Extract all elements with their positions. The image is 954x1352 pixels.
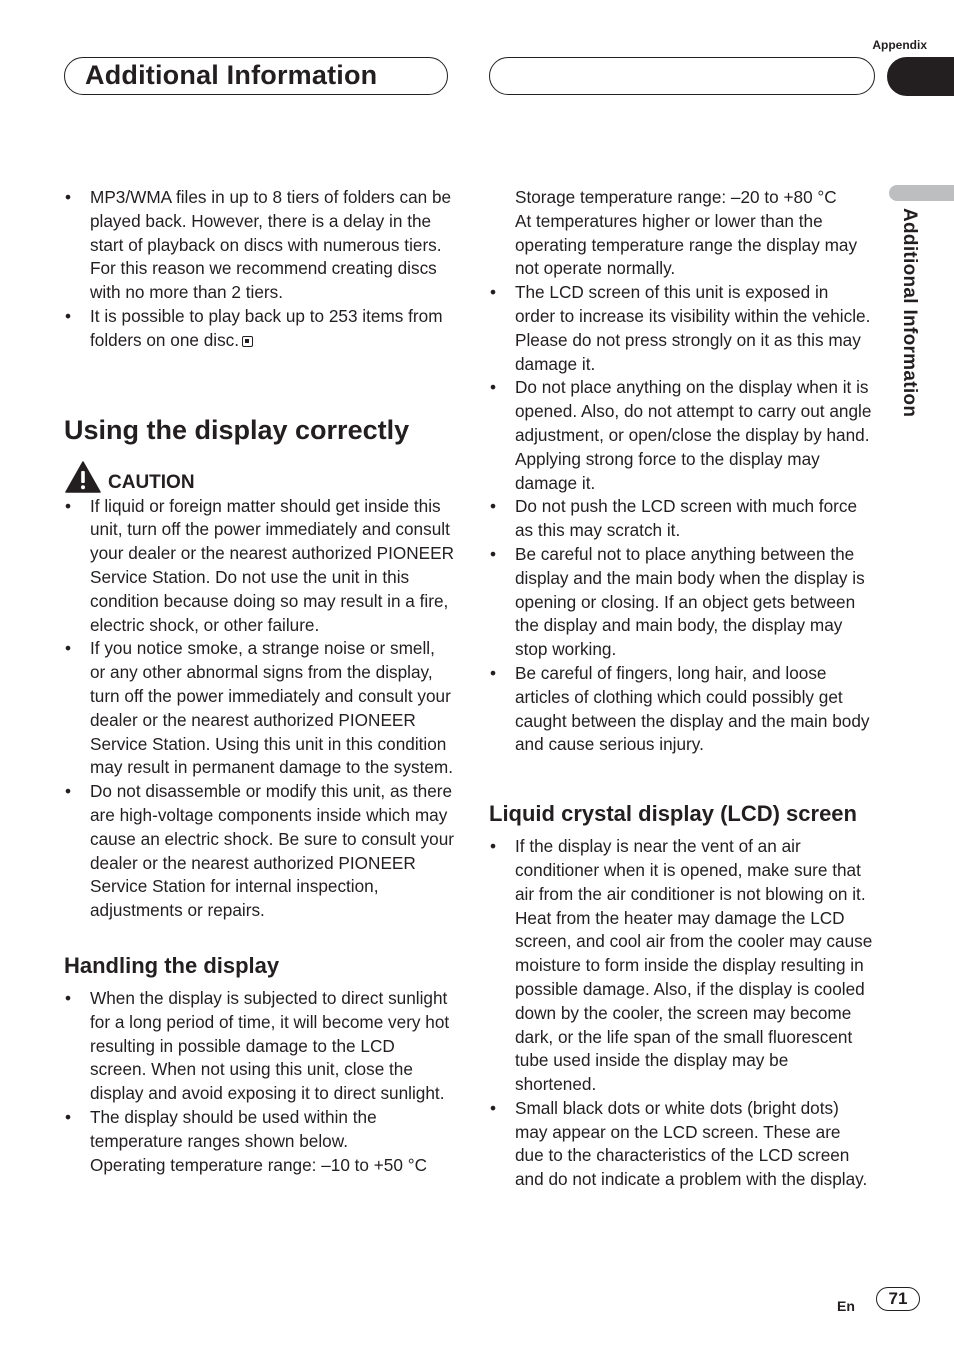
section-title: Additional Information <box>85 60 378 90</box>
list-item: • Do not push the LCD screen with much force as this may scratch it. <box>489 495 873 543</box>
operating-temperature: Operating temperature range: –10 to +50 °C <box>90 1154 427 1175</box>
header-black-tab <box>887 57 954 96</box>
list-item: • Do not disassemble or modify this unit, as there are high-voltage components inside which may cause an electric shock. Be sure to consult your dealer or the nearest authorized PIONEER Service Station for internal inspection, adjustments or repairs. <box>64 780 454 923</box>
storage-temperature: Storage temperature range: –20 to +80 °C <box>515 187 837 207</box>
list-item: • The LCD screen of this unit is exposed in order to increase its visibility within the vehicle. Please do not press strongly on it as this may damage it. <box>489 281 873 376</box>
list-item <box>64 305 454 353</box>
intro-list <box>64 186 454 353</box>
list-item: • MP3/WMA files in up to 8 tiers of folders can be played back. However, there is a delay in the start of playback on discs with numerous tiers. For this reason we recommend creating discs with no more than 2 tiers. <box>64 186 454 305</box>
section-title-box <box>64 57 448 95</box>
list-item-text: It is possible to play back up to 253 items from folders on one disc. <box>90 305 443 350</box>
caution-label: CAUTION <box>108 471 195 493</box>
list-item: • Do not place anything on the display when it is opened. Also, do not attempt to carry out angle adjustment, or open/close the display by hand. Applying strong force to the display may damage it. <box>489 376 873 495</box>
side-gray-tab <box>889 185 954 201</box>
side-tab-label: Additional Information <box>899 208 920 418</box>
warning-triangle-icon <box>65 461 101 493</box>
list-item: • If you notice smoke, a strange noise or smell, or any other abnormal signs from the display, turn off the power immediately and consult your dealer or the nearest authorized PIONEER Service Station. Using this unit in this condition may result in permanent damage to the system. <box>64 637 454 780</box>
left-column <box>64 186 454 1177</box>
right-column <box>489 186 873 1192</box>
page-number: 71 <box>876 1287 920 1311</box>
language-label: En <box>837 1298 855 1314</box>
list-item: • Be careful not to place anything between the display and the main body when the display is opening or closing. If an object gets between the display and main body, the display may stop working. <box>489 543 873 662</box>
temperature-note: At temperatures higher or lower than the operating temperature range the display may not operate normally. <box>515 210 858 279</box>
list-item: • When the display is subjected to direct sunlight for a long period of time, it will become very hot resulting in possible damage to the LCD screen. When not using this unit, close the display and avoid exposing it to direct sunlight. <box>64 987 454 1106</box>
appendix-label: Appendix <box>872 38 927 52</box>
list-item: • Small black dots or white dots (bright dots) may appear on the LCD screen. These are due to the characteristics of the LCD screen and do not indicate a problem with the display. <box>489 1097 873 1192</box>
list-item: • If liquid or foreign matter should get inside this unit, turn off the power immediately and consult your dealer or the nearest authorized PIONEER Service Station. Do not use the unit in this condition because doing so may result in a fire, electric shock, or other failure. <box>64 495 454 638</box>
empty-header-box <box>489 57 875 95</box>
list-item: • If the display is near the vent of an air conditioner when it is opened, make sure that air from the air conditioner is not blowing on it. Heat from the heater may damage the LCD screen, and cool air from the cooler may cause moisture to form inside the display resulting in possible damage. Also, if the display is cooled down by the cooler, the screen may become dark, or the life span of the small fluorescent tube used inside the display may be shortened. <box>489 835 873 1097</box>
list-item: • Be careful of fingers, long hair, and loose articles of clothing which could possibly get caught between the display and the main body and cause serious injury. <box>489 662 873 757</box>
lcd-heading: Liquid crystal display (LCD) screen <box>489 801 857 827</box>
lcd-list <box>489 835 873 1192</box>
caution-list <box>64 495 454 923</box>
end-mark-icon <box>242 336 253 347</box>
handling-list <box>64 987 454 1154</box>
section-heading: Using the display correctly <box>64 414 410 445</box>
handling-heading: Handling the display <box>64 952 280 978</box>
handling-list-continued <box>489 281 873 757</box>
list-item: • The display should be used within the temperature ranges shown below. <box>64 1106 454 1154</box>
caution-header <box>64 461 454 495</box>
